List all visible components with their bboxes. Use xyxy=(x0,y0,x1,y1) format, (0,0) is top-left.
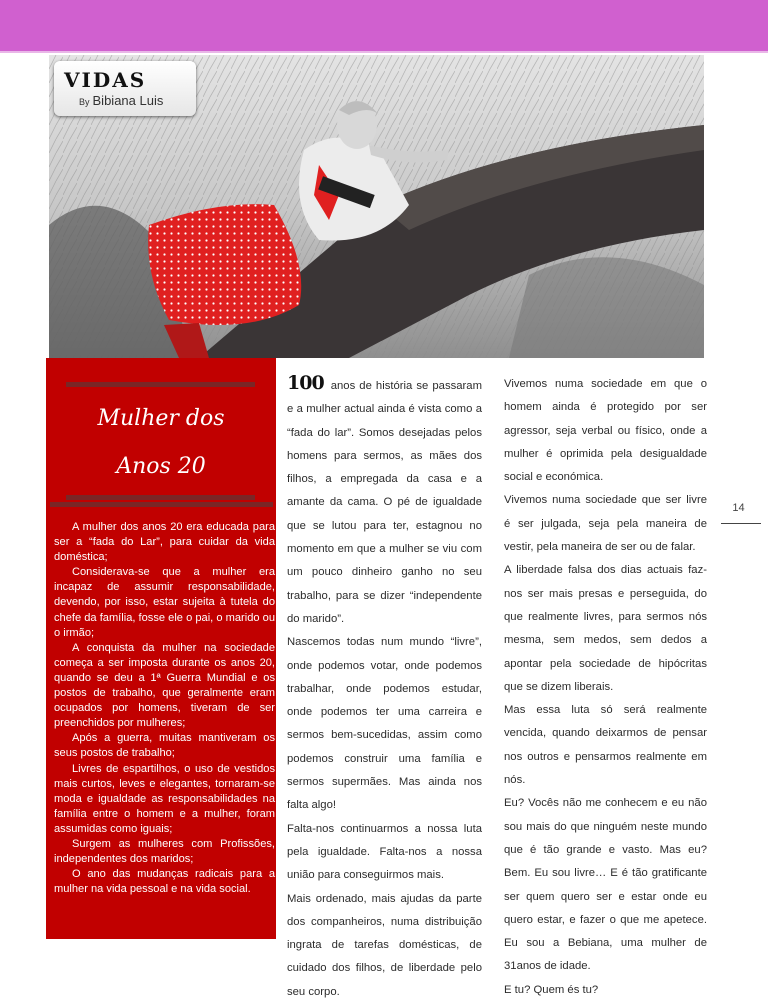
sidebar-top-rule xyxy=(66,382,255,387)
article-paragraph: Mas essa luta só será realmente vencida, quando deixarmos de pensar nos outros e pensarmos realmente em nós. xyxy=(504,704,707,787)
article-paragraph: Mais ordenado, mais ajudas da parte dos companheiros, numa distribuição ingrata de tarefas domésticas, de cuidado dos filhos, de liberdade pelo seu corpo. xyxy=(287,892,482,998)
author-byline xyxy=(79,93,163,108)
article-paragraph xyxy=(287,372,482,631)
sidebar-paragraph: O ano das mudanças radicais para a mulher na vida pessoal e na vida social. xyxy=(54,868,275,896)
section-badge xyxy=(54,61,196,116)
sidebar-box xyxy=(46,358,276,939)
sidebar-bottom-rule xyxy=(66,495,255,500)
drop-cap: 100 xyxy=(287,372,324,394)
article-column-1 xyxy=(287,372,482,1004)
byline-prefix: By xyxy=(79,97,90,107)
article-lead-text: anos de história se passaram e a mulher actual ainda é vista como a “fada do lar”. Somos desejadas pelos homens para sermos, as mães dos filhos, a empregada da casa e a amante da cama. O pé de igualdade que se lutou para ter, estagnou no momento em que a mulher se viu com um pouco dinheiro ganho no seu trabalho, para se dizer “independente do marido”. xyxy=(287,380,482,625)
section-title: VIDAS xyxy=(64,68,147,92)
header-band xyxy=(0,0,768,53)
sidebar-title-line1: Mulher dos xyxy=(97,406,225,431)
sidebar-title-line2: Anos 20 xyxy=(116,454,206,479)
sidebar-paragraph: A conquista da mulher na sociedade começa a ser imposta durante os anos 20, quando se deu a 1ª Guerra Mundial e os postos de trabalho, que geralmente eram ocupados por homens, tiveram de ser preenchidos por mulheres; xyxy=(54,641,275,730)
sidebar-paragraph: Surgem as mulheres com Profissões, independentes dos maridos; xyxy=(54,837,275,866)
page-number-rule xyxy=(721,523,761,524)
sidebar-body xyxy=(54,520,275,897)
sidebar-paragraph: A mulher dos anos 20 era educada para ser a “fada do Lar”, para cuidar da vida doméstica; xyxy=(54,521,275,564)
article-paragraph: Vivemos numa sociedade que ser livre é ser julgada, seja pela maneira de vestir, pela maneira de ser ou de falar. xyxy=(504,494,707,554)
sidebar-paragraph: Após a guerra, muitas mantiveram os seus postos de trabalho; xyxy=(54,732,275,760)
article-paragraph: Eu? Vocês não me conhecem e eu não sou mais do que ninguém neste mundo que é tão grande e vasto. Mas eu? Bem. Eu sou livre… E é tão gratificante ser quem quero ser e estar onde eu quero estar, e fazer o que me apetece. Eu sou a Bebiana, uma mulher de 31anos de idade. xyxy=(504,797,707,973)
sidebar-bottom-rule-2 xyxy=(50,502,273,507)
article-paragraph: Nascemos todas num mundo “livre”, onde podemos votar, onde podemos trabalhar, onde podemos estudar, onde podemos ter uma carreira e sermos bem-sucedidas, assim como podemos construir uma família e sermos supermães. Mas ainda nos falta algo! xyxy=(287,636,482,812)
article-paragraph: A liberdade falsa dos dias actuais faz-nos ser mais presas e perseguida, do que realmente livres, para sermos nós mesma, sem medos, sem dedos a apontar pela sociedade de hipócritas que se dizem liberais. xyxy=(504,564,707,693)
sidebar-paragraph: Considerava-se que a mulher era incapaz de assumir responsabilidade, devendo, por isso, estar sujeita à tutela do chefe da família, fosse ele o pai, o marido ou o irmão; xyxy=(54,566,275,639)
article-paragraph: Falta-nos continuarmos a nossa luta pela igualdade. Falta-nos a nossa união para conseguirmos mais. xyxy=(287,822,482,882)
article-paragraph: Vivemos numa sociedade em que o homem ainda é protegido por ser agressor, seja verbal ou físico, onde a mulher é oprimida pela desigualdade social e económica. xyxy=(504,378,707,484)
article-paragraph: E tu? Quem és tu? xyxy=(504,983,599,996)
sidebar-paragraph: Livres de espartilhos, o uso de vestidos mais curtos, leves e elegantes, tornaram-se moda e igualdade as responsabilidades na família entre o homem e a mulher, foram assumidas como iguais; xyxy=(54,762,275,835)
page-number: 14 xyxy=(732,502,745,514)
author-name: Bibiana Luis xyxy=(92,93,164,108)
article-column-2 xyxy=(504,373,707,1002)
